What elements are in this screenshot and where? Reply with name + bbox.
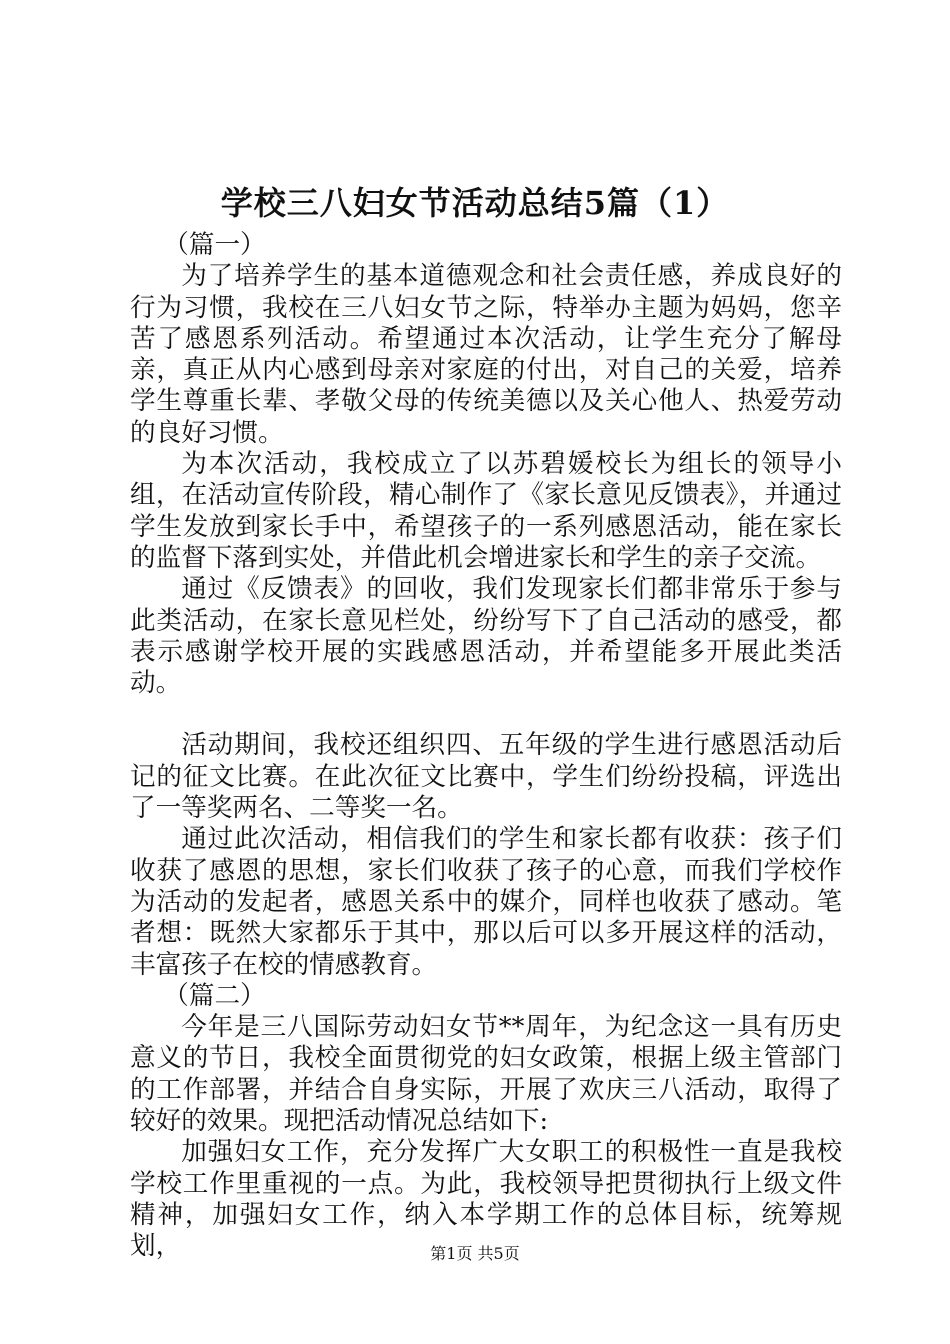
paragraph: 加强妇女工作，充分发挥广大女职工的积极性一直是我校学校工作里重视的一点。为此，我校领导把贯彻执行上级文件精神，加强妇女工作，纳入本学期工作的总体目标，统筹规划， bbox=[130, 1137, 842, 1262]
blank-line bbox=[130, 699, 842, 730]
paragraph: 为了培养学生的基本道德观念和社会责任感，养成良好的行为习惯，我校在三八妇女节之际，特举办主题为妈妈，您辛苦了感恩系列活动。希望通过本次活动，让学生充分了解母亲，真正从内心感到母亲对家庭的付出，对自己的关爱，培养学生尊重长辈、孝敬父母的传统美德以及关心他人、热爱劳动的良好习惯。 bbox=[130, 261, 842, 448]
paragraph: 活动期间，我校还组织四、五年级的学生进行感恩活动后记的征文比赛。在此次征文比赛中，学生们纷纷投稿，评选出了一等奖两名、二等奖一名。 bbox=[130, 730, 842, 824]
paragraph: 为本次活动，我校成立了以苏碧媛校长为组长的领导小组，在活动宣传阶段，精心制作了《家长意见反馈表》，并通过学生发放到家长手中，希望孩子的一系列感恩活动，能在家长的监督下落到实处，并借此机会增进家长和学生的亲子交流。 bbox=[130, 449, 842, 573]
section-label-1: （篇一） bbox=[163, 230, 266, 260]
document-title: 学校三八妇女节活动总结5篇（1） bbox=[220, 184, 730, 222]
document-body bbox=[130, 230, 842, 1263]
page-footer: 第1页 共5页 bbox=[430, 1244, 520, 1263]
section-label-2: （篇二） bbox=[163, 980, 266, 1011]
paragraph: 通过此次活动，相信我们的学生和家长都有收获：孩子们收获了感恩的思想，家长们收获了孩子的心意，而我们学校作为活动的发起者，感恩关系中的媒介，同样也收获了感动。笔者想：既然大家都乐于其中，那以后可以多开展这样的活动，丰富孩子在校的情感教育。 bbox=[130, 824, 842, 980]
paragraph: 今年是三八国际劳动妇女节**周年，为纪念这一具有历史意义的节日，我校全面贯彻党的妇女政策，根据上级主管部门的工作部署，并结合自身实际，开展了欢庆三八活动，取得了较好的效果。现把活动情况总结如下: bbox=[130, 1012, 842, 1137]
paragraph: 通过《反馈表》的回收，我们发现家长们都非常乐于参与此类活动，在家长意见栏处，纷纷写下了自己活动的感受，都表示感谢学校开展的实践感恩活动，并希望能多开展此类活动。 bbox=[130, 574, 842, 699]
